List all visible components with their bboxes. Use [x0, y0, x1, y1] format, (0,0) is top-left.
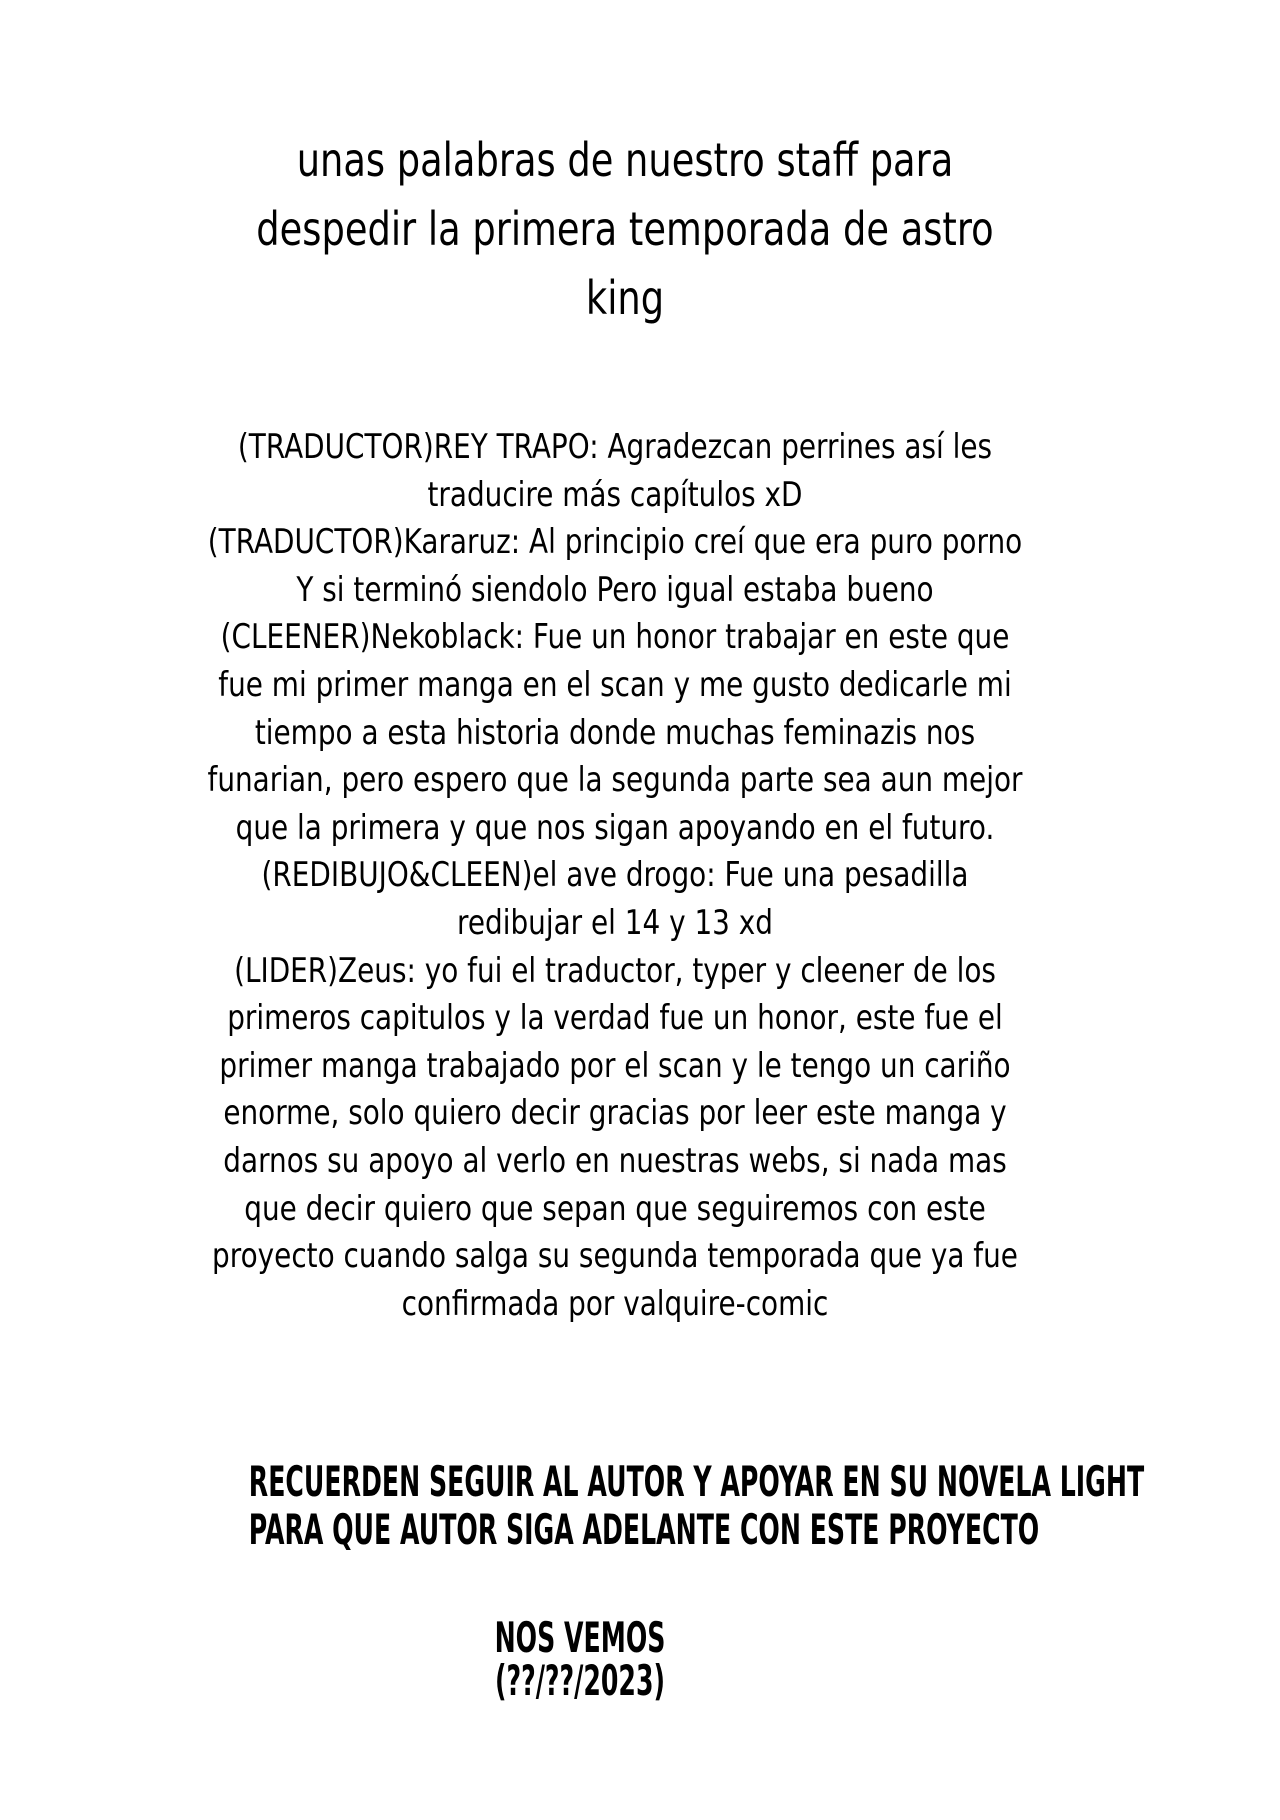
title-line: king: [585, 271, 665, 325]
staff-message-line: redibujar el 14 y 13 xd: [457, 902, 773, 943]
staff-message-line: que la primera y que nos sigan apoyando en el futuro.: [235, 807, 995, 848]
staff-message-line: enorme, solo quiero decir gracias por leer este manga y: [223, 1093, 1007, 1134]
staff-message-line: (REDIBUJO&CLEEN)el ave drogo: Fue una pesadilla: [261, 855, 969, 896]
staff-message-line: funarian, pero espero que la segunda parte sea aun mejor: [207, 760, 1023, 801]
reminder-line: RECUERDEN SEGUIR AL AUTOR Y APOYAR EN SU NOVELA LIGHT: [248, 1457, 1145, 1506]
staff-message-line: (CLEENER)Nekoblack: Fue un honor trabajar en este que: [220, 617, 1010, 658]
title-line: despedir la primera temporada de astro: [256, 202, 994, 256]
staff-message-line: darnos su apoyo al verlo en nuestras webs, si nada mas: [223, 1140, 1007, 1181]
staff-message-line: primeros capitulos y la verdad fue un honor, este fue el: [227, 998, 1003, 1039]
farewell-note: [232, 1613, 928, 1705]
staff-message-line: tiempo a esta historia donde muchas feminazis nos: [254, 712, 976, 753]
reminder-line: PARA QUE AUTOR SIGA ADELANTE CON ESTE PROYECTO: [248, 1505, 1040, 1554]
author-support-reminder: [248, 1457, 1145, 1554]
staff-message-line: (TRADUCTOR)REY TRAPO: Agradezcan perrines así les: [237, 427, 993, 467]
staff-message-line: Y si terminó siendolo Pero igual estaba bueno: [296, 569, 934, 610]
farewell-line: NOS VEMOS: [494, 1613, 666, 1662]
farewell-line: (??/??/2023): [494, 1656, 666, 1705]
staff-message-line: proyecto cuando salga su segunda temporada que ya fue: [212, 1236, 1018, 1277]
staff-message-line: primer manga trabajado por el scan y le tengo un cariño: [219, 1045, 1011, 1086]
page-title: [125, 126, 1125, 333]
title-line: unas palabras de nuestro staff para: [296, 133, 954, 187]
staff-message-line: (LIDER)Zeus: yo fui el traductor, typer y cleener de los: [234, 950, 996, 991]
staff-message-line: confirmada por valquire-comic: [401, 1283, 829, 1324]
staff-message-line: fue mi primer manga en el scan y me gusto dedicarle mi: [218, 664, 1012, 705]
staff-message-line: que decir quiero que sepan que seguiremos con este: [244, 1188, 986, 1229]
staff-messages: [111, 424, 1120, 1328]
staff-message-line: traducire más capítulos xD: [427, 474, 803, 515]
staff-message-line: (TRADUCTOR)Kararuz: Al principio creí que era puro porno: [207, 522, 1023, 563]
